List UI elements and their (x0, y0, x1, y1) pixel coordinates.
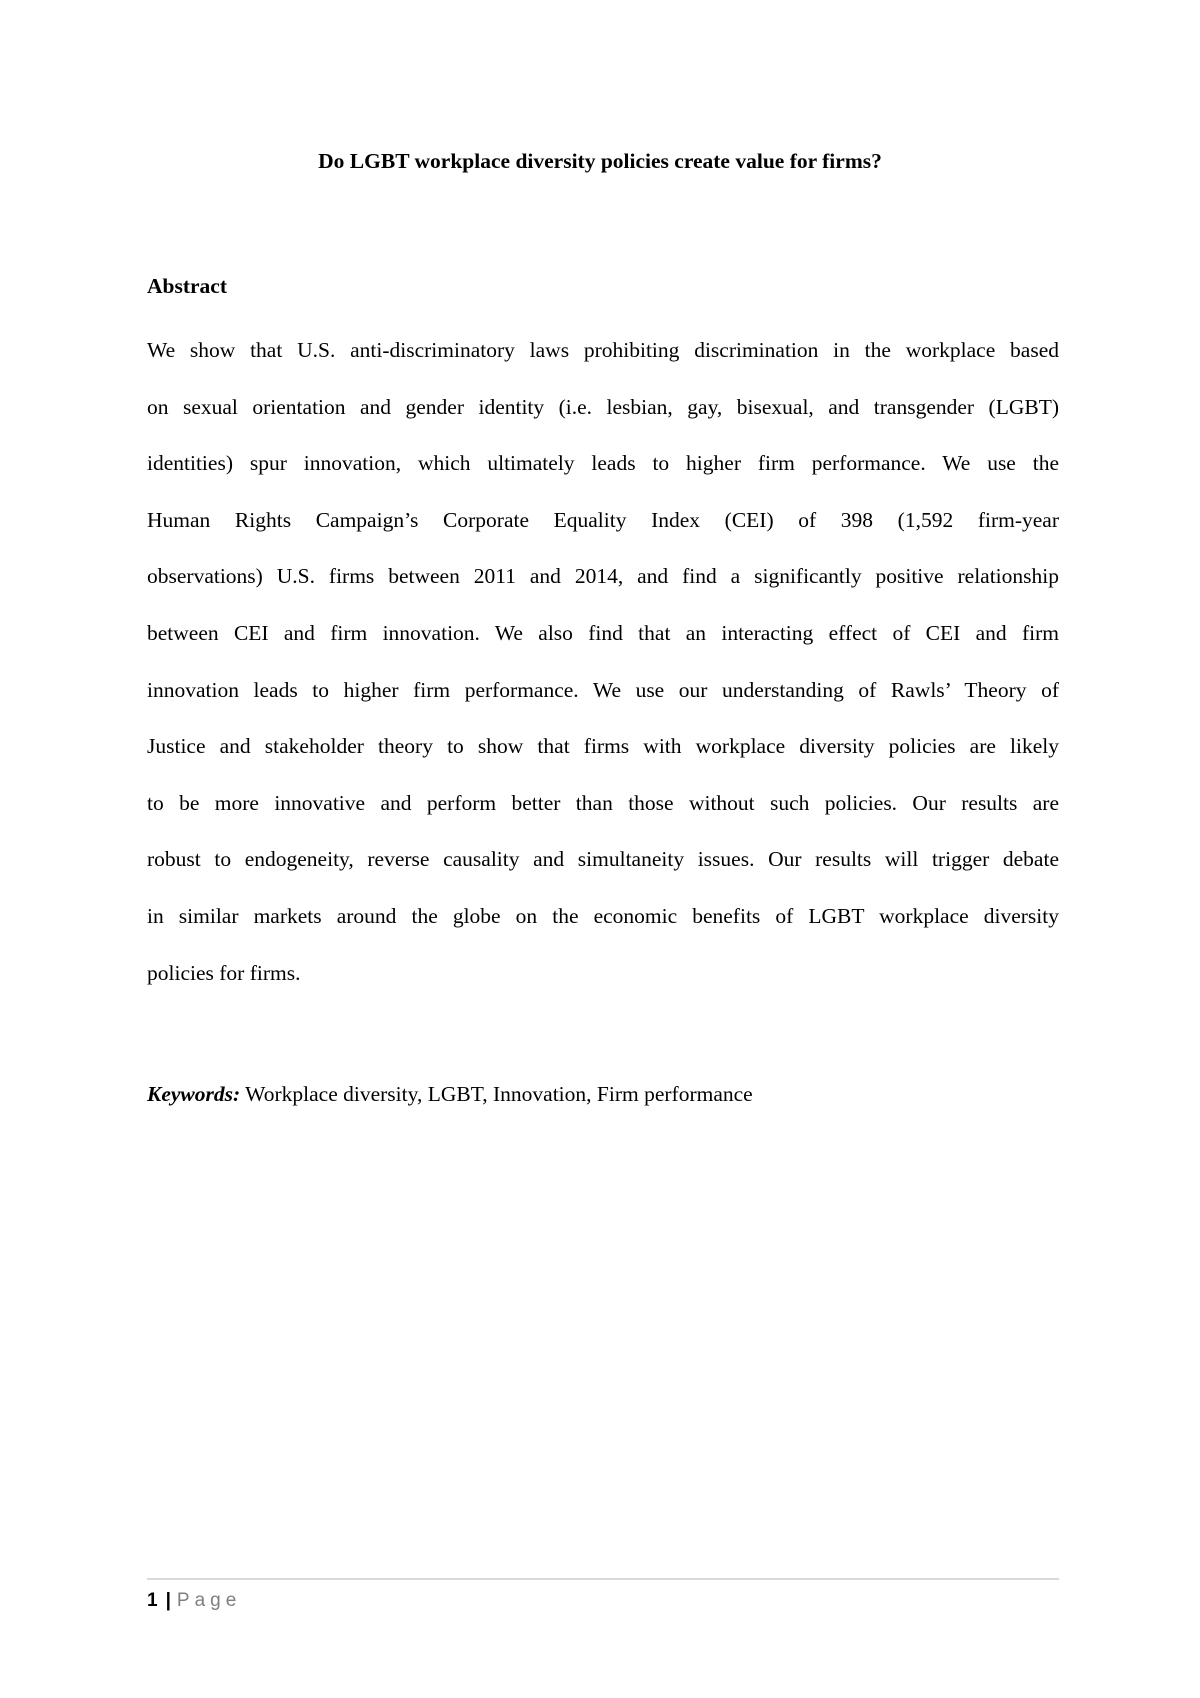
abstract-line: between CEI and firm innovation. We also find that an interacting effect of CEI and firm (147, 620, 1059, 645)
abstract-line: policies for firms. (147, 960, 301, 985)
paper-title: Do LGBT workplace diversity policies create value for firms? (318, 149, 882, 173)
abstract-heading: Abstract (147, 274, 228, 298)
abstract-line: Justice and stakeholder theory to show that firms with workplace diversity policies are likely (147, 734, 1059, 759)
abstract-line: observations) U.S. firms between 2011 and 2014, and find a significantly positive relationship (147, 564, 1059, 589)
abstract-line: on sexual orientation and gender identity (i.e. lesbian, gay, bisexual, and transgender (LGBT) (147, 394, 1059, 419)
abstract-line: robust to endogeneity, reverse causality and simultaneity issues. Our results will trigger debate (147, 847, 1059, 872)
abstract-line: We show that U.S. anti-discriminatory laws prohibiting discrimination in the workplace based (147, 338, 1059, 362)
page-footer (147, 1589, 241, 1613)
abstract-line: to be more innovative and perform better than those without such policies. Our results are (147, 790, 1059, 815)
page-number: 1 (147, 1590, 158, 1611)
footer-divider (147, 1578, 1059, 1580)
abstract-line: identities) spur innovation, which ultimately leads to higher firm performance. We use the (147, 451, 1059, 476)
keywords-text: Workplace diversity, LGBT, Innovation, Firm performance (240, 1082, 753, 1106)
footer-separator: | (165, 1590, 171, 1611)
page-label: Page (176, 1590, 242, 1611)
abstract-line: Human Rights Campaign’s Corporate Equality Index (CEI) of 398 (1,592 firm-year (147, 507, 1059, 532)
abstract-body (147, 336, 1059, 1015)
abstract-line: innovation leads to higher firm performance. We use our understanding of Rawls’ Theory of (147, 677, 1059, 702)
abstract-line: in similar markets around the globe on the economic benefits of LGBT workplace diversity (147, 903, 1059, 928)
keywords-label: Keywords: (147, 1082, 241, 1106)
keywords (147, 1080, 753, 1108)
